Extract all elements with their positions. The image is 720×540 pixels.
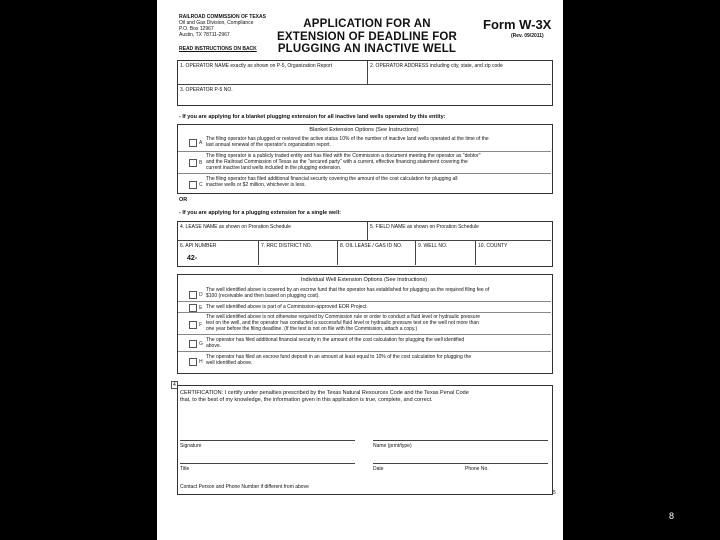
option-f-checkbox[interactable] (189, 321, 197, 329)
title-line-3: PLUGGING AN INACTIVE WELL (277, 43, 457, 55)
api-prefix: 42- (187, 255, 198, 262)
slide-number: 8 (669, 511, 675, 521)
individual-heading: Individual Well Extension Options (See Instructions) (300, 277, 428, 283)
option-g-text-2: above. (206, 343, 222, 349)
name-print-label: Name (print/type) (373, 443, 412, 449)
option-d-text-2: $100 (receivable and then based on plugging cost). (206, 293, 320, 299)
option-h-text-1: The operator has filed an escrow fund deposit in an amount at least equal to 10% of the cost calculation for plugging the (206, 354, 472, 360)
form-page (157, 0, 563, 540)
title-label: Title (180, 466, 190, 472)
option-b-letter: B (199, 160, 203, 166)
well-no-label: 9. WELL NO. (418, 243, 448, 249)
certification-text-1: CERTIFICATION: I certify under penalties prescribed by the Texas Natural Resources Code and the Texas Penal Code (180, 390, 469, 396)
option-a-text-2: last annual renewal of the operator's organization report. (206, 142, 331, 148)
form-title (277, 18, 457, 56)
rrc-district-label: 7. RRC DISTRICT NO. (261, 243, 313, 249)
option-f-text-3: one year before the filing deadline. (If the test is not on file with the Commission, attach a copy.) (206, 326, 418, 332)
contact-person-label: Contact Person and Phone Number if different from above (180, 484, 309, 490)
agency-line-1: RAILROAD COMMISSION OF TEXAS (179, 14, 266, 20)
option-e-text-1: The well identified above is part of a Commission-approved EOR Project. (206, 304, 368, 310)
single-intro: - If you are applying for a plugging extension for a single well: (179, 210, 341, 216)
read-instructions: READ INSTRUCTIONS ON BACK (179, 46, 257, 52)
option-d-letter: D (199, 292, 203, 298)
certification-text-2: that, to the best of my knowledge, the information given in this application is true, complete, and correct. (180, 397, 433, 403)
operator-address-label: 2. OPERATOR ADDRESS including city, state, and zip code (370, 63, 503, 69)
option-h-letter: H (199, 359, 203, 365)
or-label: OR (179, 197, 188, 203)
option-g-checkbox[interactable] (189, 340, 197, 348)
title-line-1: APPLICATION FOR AN (303, 18, 431, 30)
option-b-text-3: current inactive land wells included in the plugging extension. (206, 165, 342, 171)
county-label: 10. COUNTY (478, 243, 508, 249)
option-e-letter: E (199, 305, 203, 311)
option-d-checkbox[interactable] (189, 291, 197, 299)
agency-line-3: P.O. Box 12967 (179, 26, 214, 32)
blanket-heading: Blanket Extension Options (See Instructions) (309, 127, 419, 133)
option-d-text-1: The well identified above is covered by an escrow fund that the operator has established for plugging as the required filing fee of (206, 287, 490, 293)
option-e-checkbox[interactable] (189, 304, 197, 312)
form-number: Form W-3X (483, 17, 552, 32)
bottom-marker: 5 (553, 490, 556, 496)
lease-name-label: 4. LEASE NAME as shown on Proration Schedule (180, 224, 291, 230)
option-f-text-2: test on the well, and the operator has conducted a successful fluid level or hydraulic pressure test on the well not more than (206, 320, 479, 326)
agency-line-4: Austin, TX 78711-2967 (179, 32, 230, 38)
option-g-letter: G (199, 341, 203, 347)
option-h-text-2: well identified above. (206, 360, 253, 366)
certification-marker: 4 (173, 382, 176, 388)
field-name-label: 5. FIELD NAME as shown on Proration Schedule (370, 224, 479, 230)
option-f-letter: F (199, 322, 203, 328)
signature-label: Signature (180, 443, 202, 449)
option-b-checkbox[interactable] (189, 159, 197, 167)
api-number-label: 6. API NUMBER (180, 243, 217, 249)
option-c-text-2: inactive wells or $2 million, whichever is less. (206, 182, 306, 188)
option-c-checkbox[interactable] (189, 181, 197, 189)
title-line-2: EXTENSION OF DEADLINE FOR (277, 30, 458, 43)
option-h-checkbox[interactable] (189, 358, 197, 366)
option-b-text-1: The filing operator is a publicly traded entity and has filed with the Commission a document meeting the operator as "debtor" (206, 153, 481, 159)
option-a-text-1: The filing operator has plugged or restored the active status 10% of the number of inactive land wells operated at the time of the (206, 136, 489, 142)
option-a-checkbox[interactable] (189, 139, 197, 147)
blanket-intro: - If you are applying for a blanket plugging extension for all inactive land wells operated by this entity: (179, 114, 446, 120)
option-c-text-1: The filing operator has filed additional financial security covering the amount of the cost calculation for plugging all (206, 176, 458, 182)
option-c-letter: C (199, 182, 203, 188)
form-revision: (Rev. 09/2011) (511, 33, 544, 39)
lease-gas-id-label: 8. OIL LEASE / GAS ID NO. (340, 243, 403, 249)
option-a-letter: A (199, 140, 203, 146)
date-label: Date (373, 466, 384, 472)
phone-label: Phone No. (465, 466, 489, 472)
option-b-text-2: and the Railroad Commission of Texas as the "secured party" with a current, effective financing statement covering the (206, 159, 468, 165)
operator-p5-label: 3. OPERATOR P-5 NO. (180, 87, 233, 93)
agency-line-2: Oil and Gas Division, Compliance (179, 20, 254, 26)
operator-name-label: 1. OPERATOR NAME exactly as shown on P-5, Organization Report (180, 63, 333, 69)
option-f-text-1: The well identified above is not otherwise required by Commission rule or order to conduct a fluid level or hydraulic pressure (206, 314, 481, 320)
option-g-text-1: The operator has filed additional financial security in the amount of the cost calculation for plugging the well identified (206, 337, 465, 343)
